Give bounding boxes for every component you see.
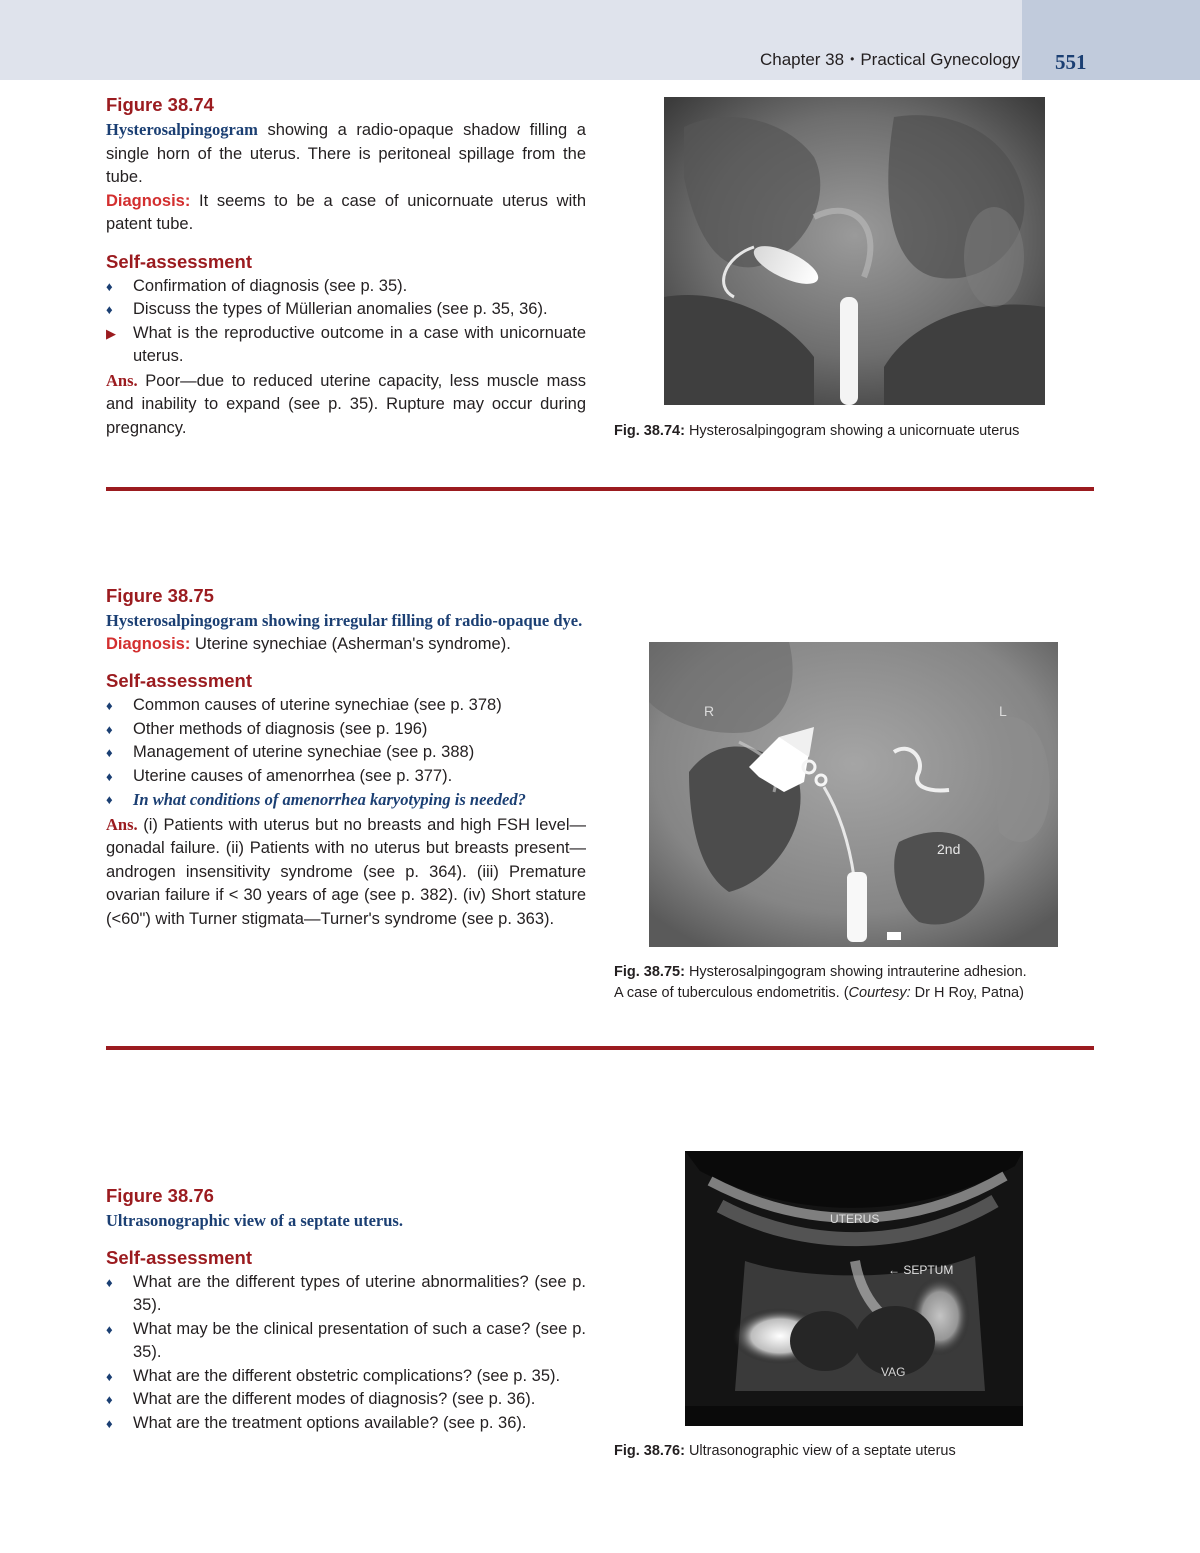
list-item: ♦ Management of uterine synechiae (see p. 388) <box>106 741 586 765</box>
figure-caption: Fig. 38.75: Hysterosalpingogram showing intrauterine adhesion. A case of tuberculous endometritis. (Courtesy: Dr H Roy, Patna) <box>614 964 1027 1001</box>
caption-courtesy: Courtesy: <box>848 985 911 1001</box>
diamond-bullet-icon: ♦ <box>106 745 113 760</box>
image-label-2nd: 2nd <box>937 841 961 857</box>
answer-label: Ans. <box>106 814 138 834</box>
question-text: In what conditions of amenorrhea karyotyping is needed? <box>133 790 526 809</box>
self-assessment-list <box>106 1271 586 1436</box>
diamond-bullet-icon: ♦ <box>106 302 113 317</box>
hysterosalpingogram-adhesion-image <box>649 642 1058 947</box>
diamond-bullet-icon: ♦ <box>106 721 113 737</box>
page-number: 551 <box>1055 50 1087 74</box>
description-text: showing a radio-opaque shadow filling a single horn of the uterus. There is peritoneal spillage from the tube. <box>106 121 586 186</box>
list-item: ♦ What are the different obstetric complications? (see p. 35). <box>106 1365 586 1389</box>
header-bullet: • <box>850 52 855 66</box>
section-label: Practical Gynecology <box>860 50 1020 69</box>
self-assessment-title: Self-assessment <box>106 670 253 691</box>
diamond-bullet-icon: ♦ <box>106 278 113 294</box>
diagnosis-text: Uterine synechiae (Asherman's syndrome). <box>190 634 511 653</box>
diamond-bullet-icon: ♦ <box>106 1415 113 1431</box>
answer <box>106 369 586 441</box>
image-label-l: L <box>999 703 1007 719</box>
arrow-bullet-icon: ▶ <box>106 325 116 341</box>
diamond-bullet-icon: ♦ <box>106 698 113 713</box>
page-number-tab <box>1022 0 1200 80</box>
figure-description: Ultrasonographic view of a septate uterus. <box>106 1211 403 1230</box>
answer <box>106 813 586 932</box>
figure-38-76-section <box>106 1183 586 1435</box>
diamond-bullet-icon: ♦ <box>106 792 113 807</box>
list-item: ♦ Other methods of diagnosis (see p. 196) <box>106 718 586 742</box>
figure-38-75-section <box>106 583 586 931</box>
diagnosis-label: Diagnosis: <box>106 634 191 653</box>
self-assessment-list <box>106 275 586 369</box>
list-item: ▶ What is the reproductive outcome in a case with unicornuate uterus. <box>106 323 586 365</box>
ultrasound-septate-uterus-image <box>685 1151 1023 1426</box>
header-bar <box>0 0 1200 80</box>
figure-description: Hysterosalpingogram showing irregular filling of radio-opaque dye. <box>106 611 583 630</box>
figure-caption <box>614 421 1114 442</box>
diamond-bullet-icon: ♦ <box>106 1321 113 1337</box>
diamond-bullet-icon: ♦ <box>106 768 113 784</box>
self-assessment-title: Self-assessment <box>106 1246 253 1268</box>
list-item: ♦ What are the different types of uterine abnormalities? (see p. 35). <box>106 1272 586 1314</box>
diagnosis <box>106 633 586 657</box>
running-head <box>760 50 1020 70</box>
hysterosalpingogram-unicornuate-image <box>664 97 1045 405</box>
figure-caption <box>614 1441 1114 1462</box>
list-item: ♦ What may be the clinical presentation of such a case? (see p. 35). <box>106 1319 586 1361</box>
answer-text: Poor—due to reduced uterine capacity, less muscle mass and inability to expand (see p. 35). Rupture may occur during pregnancy. <box>106 371 586 437</box>
diagnosis-text: It seems to be a case of unicornuate uterus with patent tube. <box>106 191 586 233</box>
diagnosis-label: Diagnosis: <box>106 191 191 210</box>
description-term: Hysterosalpingogram <box>106 120 258 139</box>
list-item: ♦ Uterine causes of amenorrhea (see p. 377). <box>106 765 586 789</box>
list-item: ♦ Discuss the types of Müllerian anomalies (see p. 35, 36). <box>106 298 586 322</box>
caption-label: Fig. 38.75: <box>614 964 685 980</box>
chapter-label: Chapter 38 <box>759 50 845 69</box>
caption-label: Fig. 38.74: <box>614 423 685 439</box>
caption-text: Hysterosalpingogram showing a unicornuate uterus <box>684 423 1020 439</box>
image-label-vag: VAG <box>881 1365 906 1379</box>
answer-label: Ans. <box>106 370 138 390</box>
image-label-r: R <box>704 703 715 719</box>
list-item: ♦ What are the different modes of diagnosis? (see p. 36). <box>106 1388 586 1412</box>
list-item: ♦ Confirmation of diagnosis (see p. 35). <box>106 275 586 299</box>
diamond-bullet-icon: ♦ <box>106 1368 113 1384</box>
section-divider <box>106 487 1094 491</box>
section-divider <box>106 1046 1094 1050</box>
caption-label: Fig. 38.76: <box>614 1443 685 1459</box>
self-assessment-title: Self-assessment <box>106 250 253 272</box>
list-item: ♦ Common causes of uterine synechiae (see p. 378) <box>106 694 586 718</box>
self-assessment-list <box>106 694 586 813</box>
figure-heading: Figure 38.76 <box>106 1185 214 1206</box>
image-label-uterus: UTERUS <box>830 1212 880 1226</box>
diamond-bullet-icon: ♦ <box>106 1274 113 1290</box>
figure-38-74-section <box>106 92 586 440</box>
diagnosis <box>106 190 586 237</box>
list-item: ♦ What are the treatment options available? (see p. 36). <box>106 1412 586 1436</box>
figure-heading: Figure 38.74 <box>106 94 214 115</box>
caption-text: Ultrasonographic view of a septate uterus <box>684 1443 956 1459</box>
list-item <box>106 788 586 813</box>
diamond-bullet-icon: ♦ <box>106 1392 113 1407</box>
figure-heading: Figure 38.75 <box>106 585 214 606</box>
caption-text: Hysterosalpingogram showing intrauterine adhesion. <box>684 964 1027 980</box>
answer-text: (i) Patients with uterus but no breasts and high FSH level—gonadal failure. (ii) Patients with no uterus but breasts present—androgen insensitivity syndrome (see p. 364). (iii) Premature ovarian failure if < 30 years of age (see p. 382). (iv) Short stature (<60") with Turner stigmata—Turner's syndrome (see p. 363). <box>106 815 586 928</box>
figure-description <box>106 118 586 190</box>
image-label-septum: ← SEPTUM <box>888 1263 954 1277</box>
